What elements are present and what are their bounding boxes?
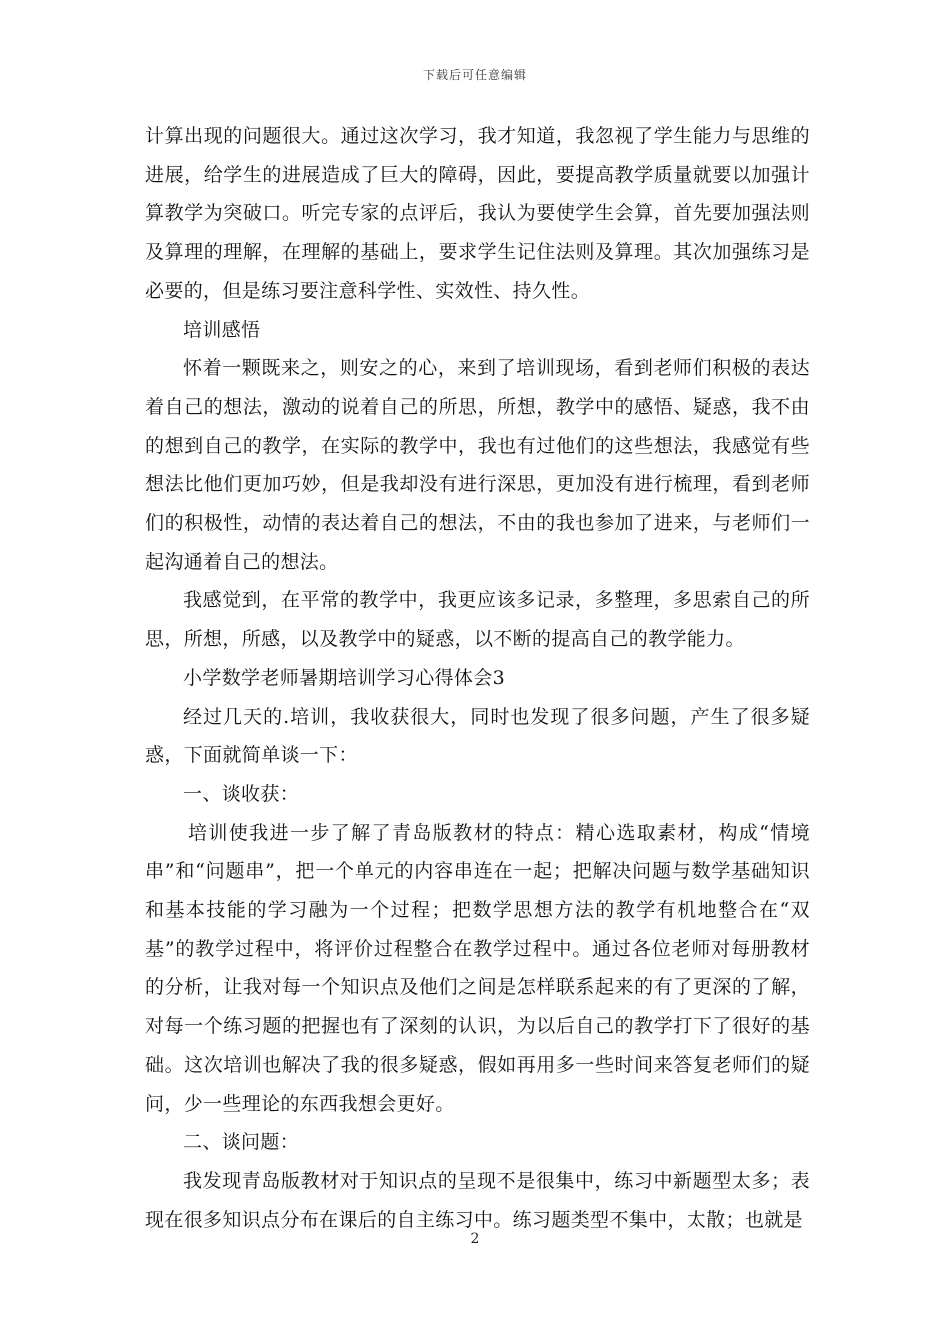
- page-number: 2: [470, 1231, 480, 1247]
- paragraph-calculation-problems: 计算出现的问题很大。通过这次学习，我才知道，我忽视了学生能力与思维的进展，给学生的进展造成了巨大的障碍，因此，要提高教学质量就要以加强计算教学为突破口。听完专家的点评后，我认为要使学生会算，首先要加强法则及算理的理解，在理解的基础上，要求学生记住法则及算理。其次加强练习是必要的，但是练习要注意科学性、实效性、持久性。: [145, 125, 810, 302]
- paragraph-textbook-issues: 我发现青岛版教材对于知识点的呈现不是很集中，练习中新题型太多；表现在很多知识点分布在课后的自主练习中。练习题类型不集中，太散；也就是: [145, 1169, 810, 1231]
- header-note: 下载后可任意编辑: [422, 68, 527, 82]
- document-body: [145, 117, 810, 1239]
- paragraph-textbook-features: 培训使我进一步了解了青岛版教材的特点：精心选取素材，构成“情境串”和“问题串”，把一个单元的内容串连在一起；把解决问题与数学基础知识和基本技能的学习融为一个过程；把数学思想方法的教学有机地整合在“双基”的教学过程中，将评价过程整合在教学过程中。通过各位老师对每册教材的分析，让我对每一个知识点及他们之间是怎样联系起来的有了更深的了解，对每一个练习题的把握也有了深刻的认识，为以后自己的教学打下了很好的基础。这次培训也解决了我的很多疑惑，假如再用多一些时间来答复老师们的疑问，少一些理论的东西我想会更好。: [145, 821, 810, 1115]
- section-heading-problems: 二、谈问题：: [183, 1131, 300, 1154]
- paragraph-training-scene: 怀着一颗既来之，则安之的心，来到了培训现场，看到老师们积极的表达着自己的想法，激动的说着自己的所思，所想，教学中的感悟、疑惑，我不由的想到自己的教学，在实际的教学中，我也有过他们的这些想法，我感觉有些想法比他们更加巧妙，但是我却没有进行深思，更加没有进行梳理，看到老师们的积极性，动情的表达着自己的想法，不由的我也参加了进来，与老师们一起沟通着自己的想法。: [145, 357, 810, 573]
- section-heading-training-reflections: 培训感悟: [183, 318, 261, 341]
- paragraph-harvest-intro: 经过几天的.培训，我收获很大，同时也发现了很多问题，产生了很多疑惑，下面就简单谈一下：: [145, 705, 810, 767]
- article-title-part-3: 小学数学老师暑期培训学习心得体会3: [183, 666, 506, 689]
- paragraph-record-and-reflect: 我感觉到，在平常的教学中，我更应该多记录，多整理，多思索自己的所思，所想，所感，以及教学中的疑惑，以不断的提高自己的教学能力。: [145, 589, 810, 651]
- section-heading-harvest: 一、谈收获：: [183, 782, 300, 805]
